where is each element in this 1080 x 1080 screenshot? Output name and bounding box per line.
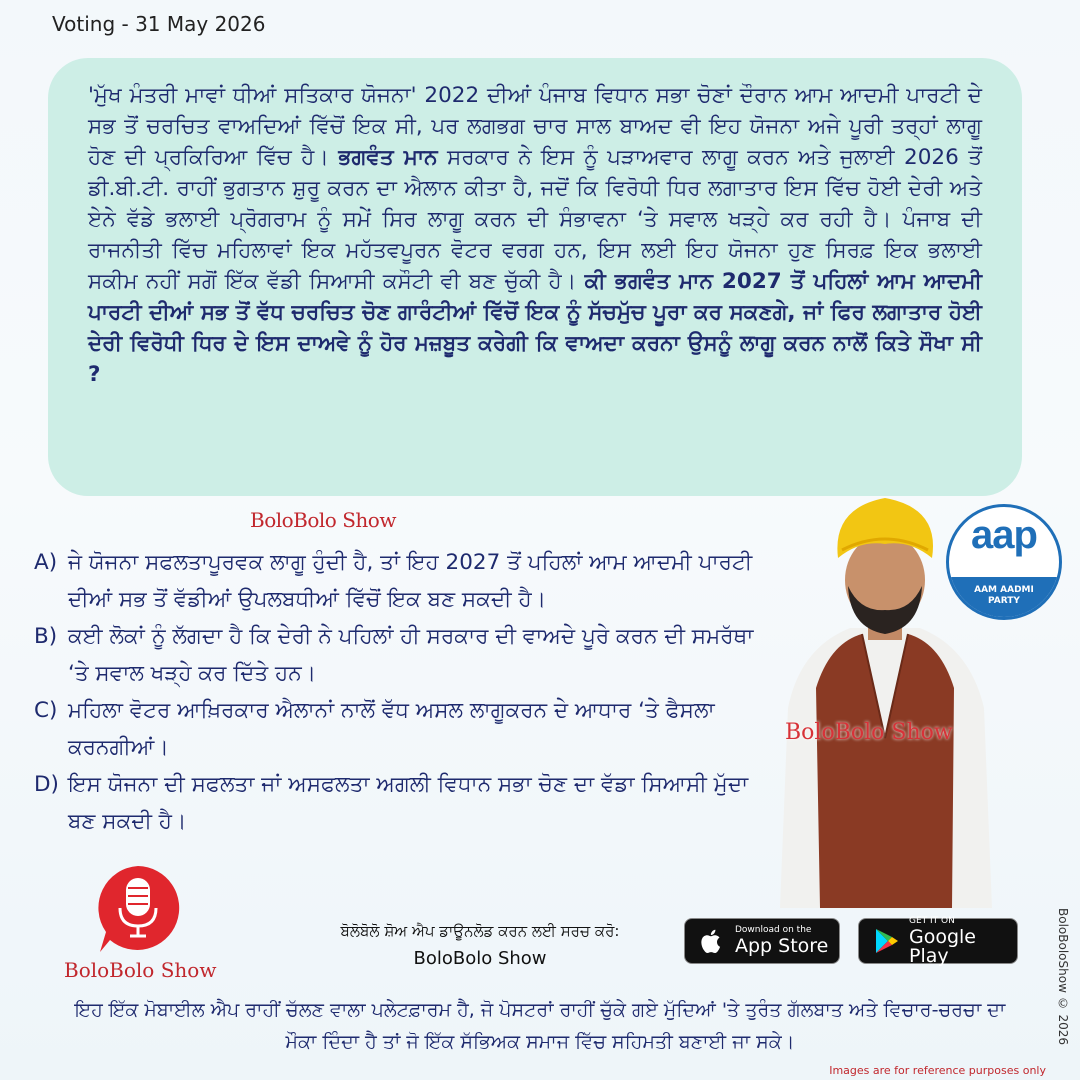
- footer-description: ਇਹ ਇੱਕ ਮੋਬਾਈਲ ਐਪ ਰਾਹੀਂ ਚੱਲਣ ਵਾਲਾ ਪਲੇਟਫ਼ਾਰਮ ਹੈ, ਜੋ ਪੋਸਟਰਾਂ ਰਾਹੀਂ ਚੁੱਕੇ ਗਏ ਮੁੱਦਿਆਂ 'ਤੇ ਤੁਰੰਤ ਗੱਲਬਾਤ ਅਤੇ ਵਿਚਾਰ-ਚਰਚਾ ਦਾ ਮੌਕਾ ਦਿੰਦਾ ਹੈ ਤਾਂ ਜੋ ਇੱਕ ਸੱਭਿਅਕ ਸਮਾਜ ਵਿੱਚ ਸਹਿਮਤੀ ਬਣਾਈ ਜਾ ਸਕੇ।: [74, 999, 1006, 1053]
- question-part2: ਸਰਕਾਰ ਨੇ ਇਸ ਨੂੰ ਪੜਾਅਵਾਰ ਲਾਗੂ ਕਰਨ ਅਤੇ ਜੁਲਾਈ 2026 ਤੋਂ ਡੀ.ਬੀ.ਟੀ. ਰਾਹੀਂ ਭੁਗਤਾਨ ਸ਼ੁਰੂ ਕਰਨ ਦਾ ਐਲਾਨ ਕੀਤਾ ਹੈ, ਜਦੋਂ ਕਿ ਵਿਰੋਧੀ ਧਿਰ ਲਗਾਤਾਰ ਇਸ ਵਿੱਚ ਹੋਈ ਦੇਰੀ ਅਤੇ ਏਨੇ ਵੱਡੇ ਭਲਾਈ ਪ੍ਰੋਗਰਾਮ ਨੂੰ ਸਮੇਂ ਸਿਰ ਲਾਗੂ ਕਰਨ ਦੀ ਸੰਭਾਵਨਾ ‘ਤੇ ਸਵਾਲ ਖੜ੍ਹੇ ਕਰ ਰਹੀ ਹੈ। ਪੰਜਾਬ ਦੀ ਰਾਜਨੀਤੀ ਵਿੱਚ ਮਹਿਲਾਵਾਂ ਇਕ ਮਹੱਤਵਪੂਰਨ ਵੋਟਰ ਵਰਗ ਹਨ, ਇਸ ਲਈ ਇਹ ਯੋਜਨਾ ਹੁਣ ਸਿਰਫ਼ ਇਕ ਭਲਾਈ ਸਕੀਮ ਨਹੀਂ ਸਗੋਂ ਇੱਕ ਵੱਡੀ ਸਿਆਸੀ ਕਸੌਟੀ ਵੀ ਬਣ ਚੁੱਕੀ ਹੈ।: [88, 145, 982, 294]
- option-letter: C): [34, 698, 58, 723]
- aap-party-logo: [946, 504, 1062, 620]
- aap-logo-band: [949, 577, 1059, 617]
- date-label: Voting - 31 May 2026: [52, 12, 266, 36]
- app-store-big-text: App Store: [735, 935, 829, 957]
- option-a[interactable]: [34, 544, 774, 618]
- brand-label-bottom: BoloBolo Show: [64, 958, 217, 982]
- question-part1: 'ਮੁੱਖ ਮੰਤਰੀ ਮਾਵਾਂ ਧੀਆਂ ਸਤਿਕਾਰ ਯੋਜਨਾ' 2022 ਦੀਆਂ ਪੰਜਾਬ ਵਿਧਾਨ ਸਭਾ ਚੋਣਾਂ ਦੌਰਾਨ ਆਮ ਆਦਮੀ ਪਾਰਟੀ ਦੇ ਸਭ ਤੋਂ ਚਰਚਿਤ ਵਾਅਦਿਆਂ ਵਿੱਚੋਂ ਇਕ ਸੀ, ਪਰ ਲਗਭਗ ਚਾਰ ਸਾਲ ਬਾਅਦ ਵੀ ਇਹ ਯੋਜਨਾ ਅਜੇ ਪੂਰੀ ਤਰ੍ਹਾਂ ਲਾਗੂ ਹੋਣ ਦੀ ਪ੍ਰਕਿਰਿਆ ਵਿੱਚ ਹੈ।: [88, 83, 982, 170]
- google-play-button[interactable]: [858, 915, 1018, 967]
- aap-logo-mark: aap: [971, 513, 1037, 557]
- option-d[interactable]: [34, 766, 774, 840]
- option-c[interactable]: [34, 692, 774, 766]
- question-bold-name: ਭਗਵੰਤ ਮਾਨ: [338, 145, 438, 170]
- brand-watermark: BoloBolo Show: [785, 720, 953, 745]
- options-list: [34, 544, 774, 840]
- option-letter: D): [34, 772, 59, 797]
- search-app-name: BoloBolo Show: [413, 948, 547, 969]
- question-box: [48, 58, 1022, 496]
- option-letter: B): [34, 624, 58, 649]
- aap-logo-line1: AAM AADMI: [974, 585, 1034, 595]
- google-play-big-text: Google Play: [909, 925, 977, 967]
- google-play-small-text: GET IT ON: [909, 915, 955, 926]
- question-main: ਕੀ ਭਗਵੰਤ ਮਾਨ 2027 ਤੋਂ ਪਹਿਲਾਂ ਆਮ ਆਦਮੀ ਪਾਰਟੀ ਦੀਆਂ ਸਭ ਤੋਂ ਵੱਧ ਚਰਚਿਤ ਚੋਣ ਗਾਰੰਟੀਆਂ ਵਿੱਚੋਂ ਇਕ ਨੂੰ ਸੱਚਮੁੱਚ ਪੂਰਾ ਕਰ ਸਕਣਗੇ, ਜਾਂ ਫਿਰ ਲਗਾਤਾਰ ਹੋਈ ਦੇਰੀ ਵਿਰੋਧੀ ਧਿਰ ਦੇ ਇਸ ਦਾਅਵੇ ਨੂੰ ਹੋਰ ਮਜ਼ਬੂਤ ਕਰੇਗੀ ਕਿ ਵਾਅਦਾ ਕਰਨਾ ਉਸਨੂੰ ਲਾਗੂ ਕਰਨ ਨਾਲੋਂ ਕਿਤੇ ਸੌਖਾ ਸੀ ?: [88, 269, 982, 387]
- google-play-icon: [871, 926, 901, 956]
- option-letter: A): [34, 550, 58, 575]
- option-text: ਮਹਿਲਾ ਵੋਟਰ ਆਖ਼ਿਰਕਾਰ ਐਲਾਨਾਂ ਨਾਲੋਂ ਵੱਧ ਅਸਲ ਲਾਗੂਕਰਨ ਦੇ ਆਧਾਰ ‘ਤੇ ਫੈਸਲਾ ਕਰਨਗੀਆਂ।: [68, 698, 715, 760]
- option-text: ਕਈ ਲੋਕਾਂ ਨੂੰ ਲੱਗਦਾ ਹੈ ਕਿ ਦੇਰੀ ਨੇ ਪਹਿਲਾਂ ਹੀ ਸਰਕਾਰ ਦੀ ਵਾਅਦੇ ਪੂਰੇ ਕਰਨ ਦੀ ਸਮਰੱਥਾ ‘ਤੇ ਸਵਾਲ ਖੜ੍ਹੇ ਕਰ ਦਿੱਤੇ ਹਨ।: [68, 624, 754, 686]
- search-instruction: ਬੋਲੋਬੋਲੋ ਸ਼ੋਅ ਐਪ ਡਾਊਨਲੋਡ ਕਰਨ ਲਈ ਸਰਚ ਕਰੋ:: [340, 922, 620, 940]
- app-store-button[interactable]: [684, 918, 840, 964]
- microphone-logo-icon: [92, 862, 184, 954]
- apple-icon: [697, 926, 727, 956]
- option-b[interactable]: [34, 618, 774, 692]
- option-text: ਇਸ ਯੋਜਨਾ ਦੀ ਸਫਲਤਾ ਜਾਂ ਅਸਫਲਤਾ ਅਗਲੀ ਵਿਧਾਨ ਸਭਾ ਚੋਣ ਦਾ ਵੱਡਾ ਸਿਆਸੀ ਮੁੱਦਾ ਬਣ ਸਕਦੀ ਹੈ।: [68, 772, 749, 834]
- app-store-small-text: Download on the: [735, 925, 812, 935]
- copyright-notice: BoloBoloShow © 2026: [1056, 908, 1070, 1046]
- aap-logo-line2: PARTY: [988, 596, 1020, 606]
- image-disclaimer: Images are for reference purposes only: [829, 1064, 1046, 1077]
- question-text: [88, 80, 982, 390]
- brand-label-top: BoloBolo Show: [250, 508, 396, 532]
- option-text: ਜੇ ਯੋਜਨਾ ਸਫਲਤਾਪੂਰਵਕ ਲਾਗੂ ਹੁੰਦੀ ਹੈ, ਤਾਂ ਇਹ 2027 ਤੋਂ ਪਹਿਲਾਂ ਆਮ ਆਦਮੀ ਪਾਰਟੀ ਦੀਆਂ ਸਭ ਤੋਂ ਵੱਡੀਆਂ ਉਪਲਬਧੀਆਂ ਵਿੱਚੋਂ ਇਕ ਬਣ ਸਕਦੀ ਹੈ।: [68, 550, 753, 612]
